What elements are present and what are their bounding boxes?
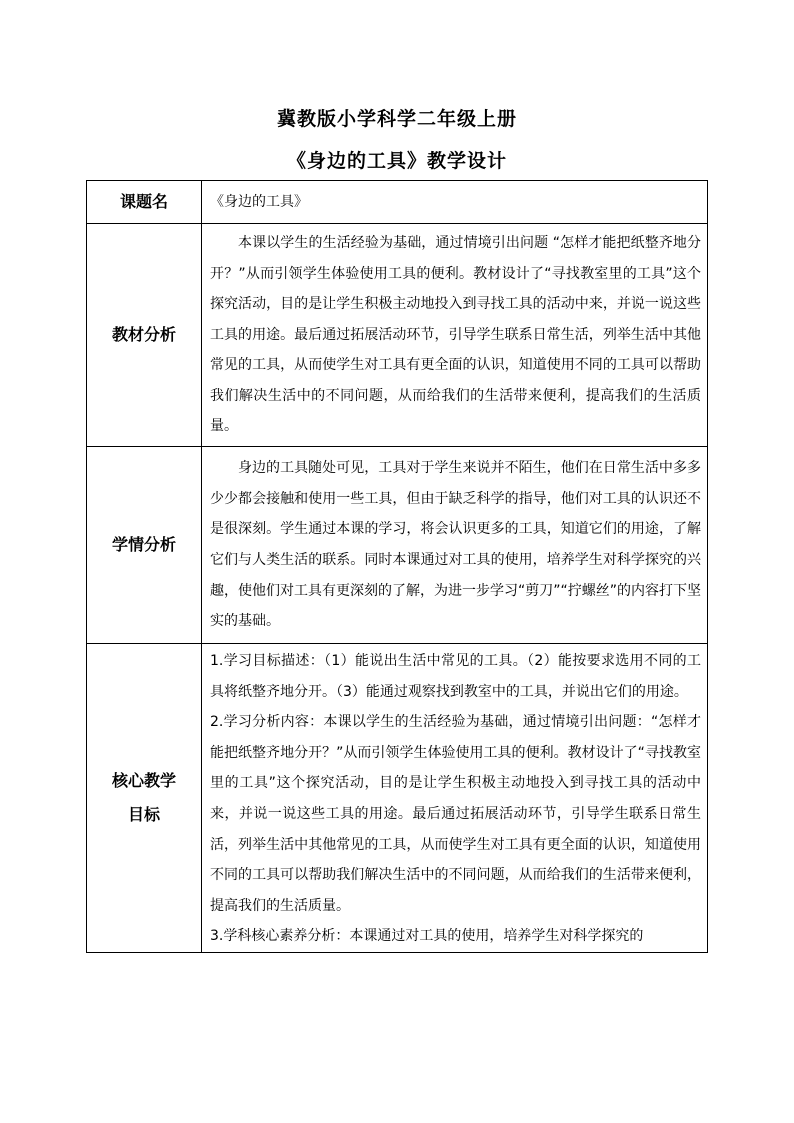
goal-item: 3.学科核心素养分析：本课通过对工具的使用，培养学生对科学探究的 [210,928,644,945]
row-label-core-goals-line1: 核心教学 [111,770,176,790]
row-label-core-goals-line2: 目标 [127,804,160,824]
document-subtitle: 《身边的工具》教学设计 [286,150,507,172]
table-row-student-analysis [87,447,708,644]
topic-text: 《身边的工具》 [210,194,308,210]
row-label-core-goals [87,644,202,953]
goal-item: 2.学习分析内容：本课以学生的生活经验为基础，通过情境引出问题：“怎样才能把纸整齐地分开？”从而引领学生体验使用工具的便利。教材设计了“寻找教室里的工具”这个探究活动，目的是让学生积极主动地投入到寻找工具的活动中来，并说一说这些工具的用途。最后通过拓展活动环节，引导学生联系日常生活，列举生活中其他常见的工具，从而使学生对工具有更全面的认识，知道使用不同的工具可以帮助我们解决生活中的不同问题，从而给我们的生活带来便利，提高我们的生活质量。 [210,714,701,914]
material-analysis-text: 本课以学生的生活经验为基础，通过情境引出问题 “怎样才能把纸整齐地分开？”从而引领学生体验使用工具的便利。教材设计了“寻找教室里的工具”这个探究活动，目的是让学生积极主动地投入到寻找工具的活动中来，并说一说这些工具的用途。最后通过拓展活动环节，引导学生联系日常生活，列举生活中其他常见的工具，从而使学生对工具有更全面的认识，知道使用不同的工具可以帮助我们解决生活中的不同问题，从而给我们的生活带来便利，提高我们的生活质量。 [210,234,701,435]
row-label-topic: 课题名 [87,181,202,224]
table-row-material-analysis [87,224,708,447]
lesson-plan-table [86,180,708,953]
row-label-material-analysis: 教材分析 [87,224,202,447]
table-row-topic [87,181,708,224]
student-analysis-text: 身边的工具随处可见，工具对于学生来说并不陌生，他们在日常生活中多多少少都会接触和使用一些工具，但由于缺乏科学的指导，他们对工具的认识还不是很深刻。学生通过本课的学习，将会认识更多的工具，知道它们的用途，了解它们与人类生活的联系。同时本课通过对工具的使用，培养学生对科学探究的兴趣，使他们对工具有更深刻的了解，为进一步学习“剪刀”“拧螺丝”的内容打下坚实的基础。 [210,460,702,630]
row-label-student-analysis: 学情分析 [87,447,202,644]
row-content-material-analysis [202,224,708,447]
row-content-topic [202,181,708,224]
row-content-student-analysis [202,447,708,644]
document-title: 冀教版小学科学二年级上册 [276,108,517,130]
table-row-core-goals [87,644,708,953]
goal-item: 1.学习目标描述：（1）能说出生活中常见的工具。（2）能按要求选用不同的工具将纸整齐地分开。（3）能通过观察找到教室中的工具，并说出它们的用途。 [210,653,701,700]
row-content-core-goals [202,644,708,953]
